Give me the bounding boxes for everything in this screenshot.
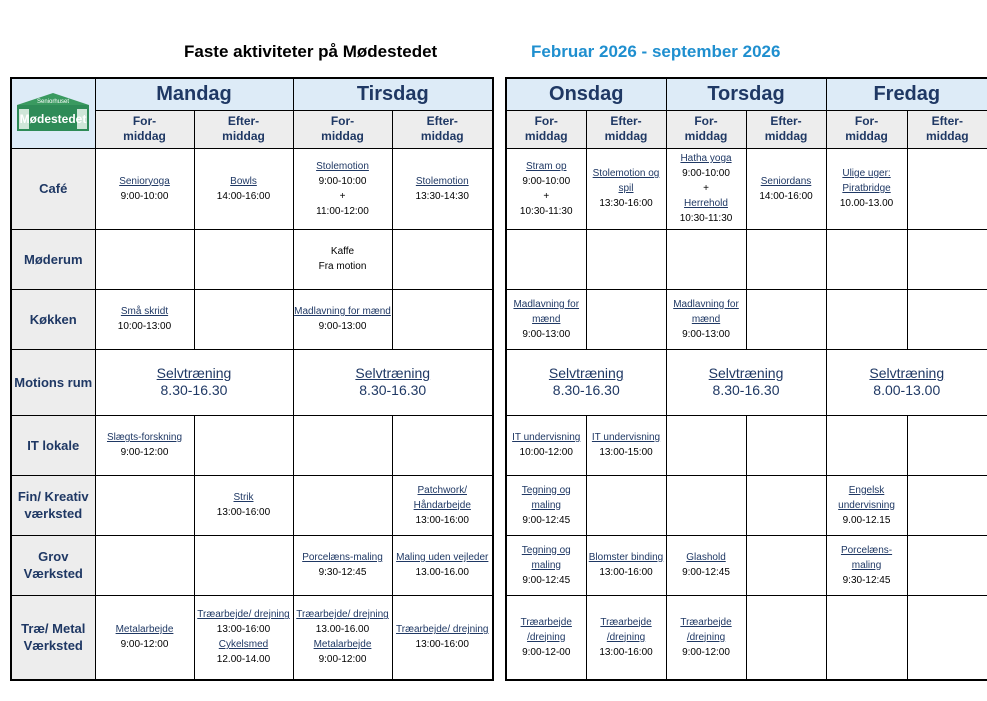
empty-cell — [826, 289, 907, 349]
activity-cell: Selvtræning 8.30-16.30 — [506, 349, 666, 415]
half-header-morning: For- middag — [666, 110, 746, 148]
half-header-afternoon: Efter- middag — [392, 110, 493, 148]
activity-cell: Madlavning for mænd 9:00-13:00 — [506, 289, 586, 349]
activity-cell: Selvtræning 8.30-16.30 — [666, 349, 826, 415]
activity-cell: Porcelæns-maling 9:30-12:45 — [293, 535, 392, 595]
activity-cell: Træarbejde/ drejning 13:00-16:00 — [392, 595, 493, 680]
day-header-mandag: Mandag — [95, 78, 293, 110]
empty-cell — [826, 229, 907, 289]
activity-cell: Seniordans 14:00-16:00 — [746, 148, 826, 229]
half-header-afternoon: Efter- middag — [746, 110, 826, 148]
empty-cell — [746, 535, 826, 595]
empty-cell — [586, 475, 666, 535]
activity-cell: Kaffe Fra motion — [293, 229, 392, 289]
empty-cell — [746, 415, 826, 475]
half-header-morning: For- middag — [506, 110, 586, 148]
logo — [11, 78, 95, 148]
activity-cell: Træarbejde /drejning 13:00-16:00 — [586, 595, 666, 680]
room-kokken: Køkken — [11, 289, 95, 349]
empty-cell — [293, 475, 392, 535]
room-motion: Motions rum — [11, 349, 95, 415]
half-header-afternoon: Efter- middag — [194, 110, 293, 148]
half-header-afternoon: Efter- middag — [586, 110, 666, 148]
activity-cell: Stram op 9:00-10:00 + 10:30-11:30 — [506, 148, 586, 229]
room-grov: Grov Værksted — [11, 535, 95, 595]
empty-cell — [95, 535, 194, 595]
empty-cell — [586, 289, 666, 349]
activity-cell: Tegning og maling 9:00-12:45 — [506, 475, 586, 535]
period-title: Februar 2026 - september 2026 — [531, 42, 781, 61]
activity-cell: Maling uden vejleder 13.00-16.00 — [392, 535, 493, 595]
activity-cell: Slægts-forskning 9:00-12:00 — [95, 415, 194, 475]
activity-cell: Glashold 9:00-12:45 — [666, 535, 746, 595]
activity-cell: Hatha yoga 9:00-10:00 + Herrehold 10:30-11:30 — [666, 148, 746, 229]
empty-cell — [392, 229, 493, 289]
half-header-morning: For- middag — [826, 110, 907, 148]
activity-cell: Madlavning for mænd 9:00-13:00 — [666, 289, 746, 349]
day-header-onsdag: Onsdag — [506, 78, 666, 110]
activity-cell: Selvtræning 8.30-16.30 — [95, 349, 293, 415]
activity-cell: Stolemotion og spil 13:30-16:00 — [586, 148, 666, 229]
empty-cell — [293, 415, 392, 475]
activity-cell: Træarbejde/ drejning 13.00-16.00 Metalarbejde 9:00-12:00 — [293, 595, 392, 680]
activity-cell: Træarbejde/ drejning 13:00-16:00 Cykelsmed 12.00-14.00 — [194, 595, 293, 680]
schedule-table-right — [505, 77, 987, 681]
logo-icon — [15, 91, 91, 135]
half-header-afternoon: Efter- middag — [907, 110, 987, 148]
activity-cell: Stolemotion 13:30-14:30 — [392, 148, 493, 229]
activity-cell: Senioryoga 9:00-10:00 — [95, 148, 194, 229]
activity-cell: Stolemotion 9:00-10:00 + 11:00-12:00 — [293, 148, 392, 229]
activity-cell: Selvtræning 8.00-13.00 — [826, 349, 987, 415]
empty-cell — [746, 229, 826, 289]
day-header-torsdag: Torsdag — [666, 78, 826, 110]
empty-cell — [746, 475, 826, 535]
activity-cell: Patchwork/ Håndarbejde 13:00-16:00 — [392, 475, 493, 535]
activity-cell: Engelsk undervisning 9.00-12.15 — [826, 475, 907, 535]
empty-cell — [907, 535, 987, 595]
empty-cell — [392, 415, 493, 475]
activity-cell: Metalarbejde 9:00-12:00 — [95, 595, 194, 680]
empty-cell — [907, 229, 987, 289]
empty-cell — [194, 415, 293, 475]
half-header-morning: For- middag — [95, 110, 194, 148]
empty-cell — [907, 148, 987, 229]
activity-cell: Ulige uger: Piratbridge 10.00-13.00 — [826, 148, 907, 229]
room-trae: Træ/ Metal Værksted — [11, 595, 95, 680]
empty-cell — [826, 415, 907, 475]
activity-cell: Små skridt 10:00-13:00 — [95, 289, 194, 349]
activity-cell: Træarbejde /drejning 9:00-12-00 — [506, 595, 586, 680]
empty-cell — [194, 535, 293, 595]
empty-cell — [666, 415, 746, 475]
empty-cell — [666, 475, 746, 535]
empty-cell — [95, 229, 194, 289]
day-header-tirsdag: Tirsdag — [293, 78, 493, 110]
activity-cell: Træarbejde /drejning 9:00-12:00 — [666, 595, 746, 680]
empty-cell — [746, 595, 826, 680]
room-moderum: Møderum — [11, 229, 95, 289]
activity-cell: IT undervisning 10:00-12:00 — [506, 415, 586, 475]
half-header-morning: For- middag — [293, 110, 392, 148]
empty-cell — [826, 595, 907, 680]
empty-cell — [95, 475, 194, 535]
page-title: Faste aktiviteter på Mødestedet — [184, 42, 438, 61]
activity-cell: Madlavning for mænd 9:00-13:00 — [293, 289, 392, 349]
empty-cell — [194, 289, 293, 349]
empty-cell — [746, 289, 826, 349]
activity-cell: Bowls 14:00-16:00 — [194, 148, 293, 229]
empty-cell — [586, 229, 666, 289]
svg-text:Mødestedet: Mødestedet — [19, 112, 87, 127]
room-fin: Fin/ Kreativ værksted — [11, 475, 95, 535]
activity-cell: Blomster binding 13:00-16:00 — [586, 535, 666, 595]
activity-cell: IT undervisning 13:00-15:00 — [586, 415, 666, 475]
empty-cell — [506, 229, 586, 289]
svg-text:Seniorhuset: Seniorhuset — [37, 99, 70, 106]
schedule-table-left — [10, 77, 494, 681]
day-header-fredag: Fredag — [826, 78, 987, 110]
room-cafe: Café — [11, 148, 95, 229]
activity-cell: Strik 13:00-16:00 — [194, 475, 293, 535]
empty-cell — [907, 289, 987, 349]
empty-cell — [907, 415, 987, 475]
empty-cell — [907, 475, 987, 535]
activity-cell: Porcelæns-maling 9:30-12:45 — [826, 535, 907, 595]
activity-cell: Selvtræning 8.30-16.30 — [293, 349, 493, 415]
empty-cell — [666, 229, 746, 289]
room-it: IT lokale — [11, 415, 95, 475]
activity-cell: Tegning og maling 9:00-12:45 — [506, 535, 586, 595]
empty-cell — [392, 289, 493, 349]
empty-cell — [907, 595, 987, 680]
empty-cell — [194, 229, 293, 289]
